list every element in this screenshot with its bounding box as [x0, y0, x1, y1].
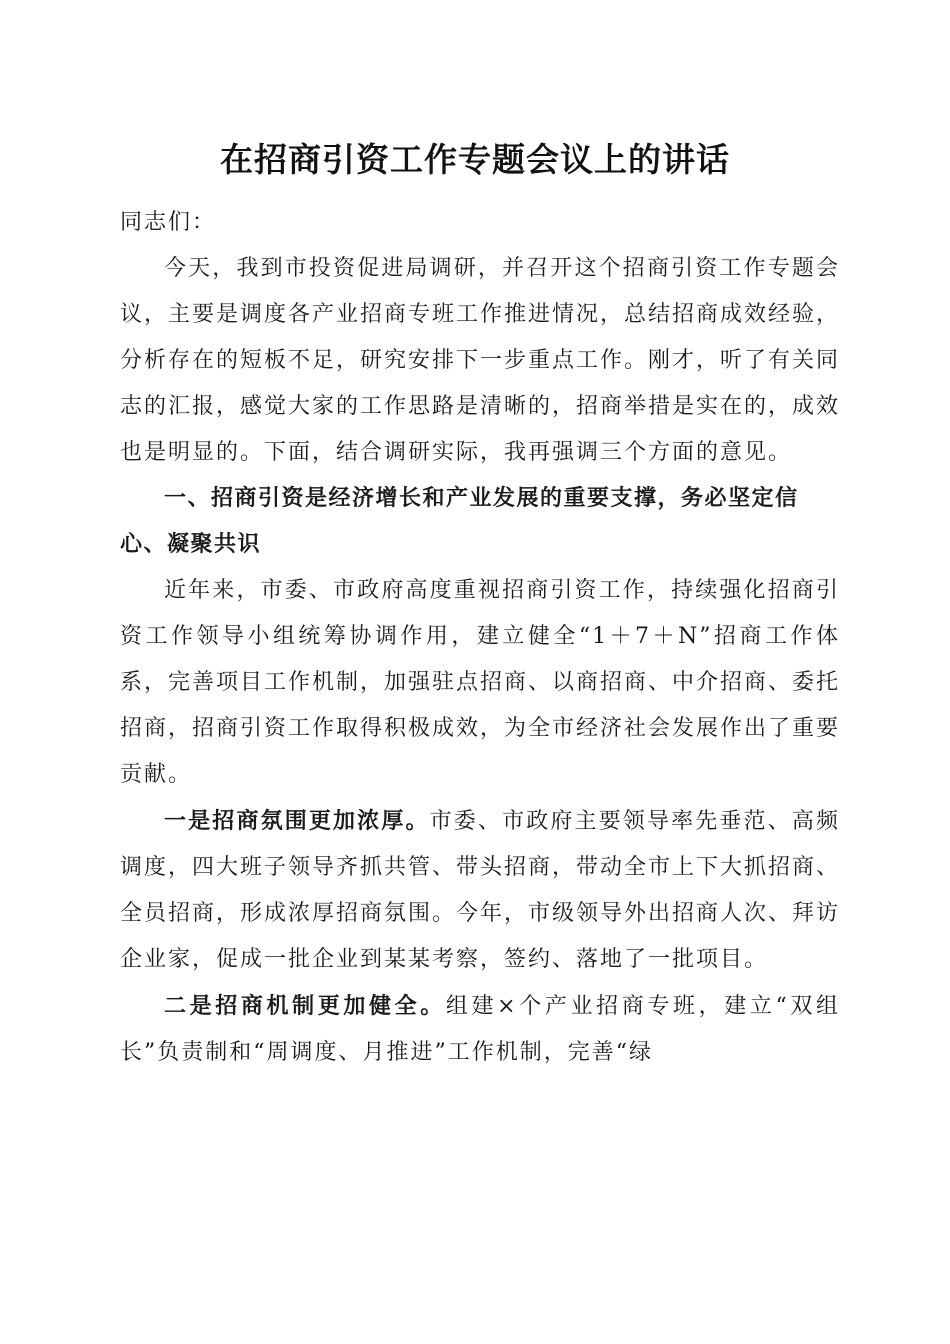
point-1-text: 市委、市政府主要领导率先垂范、高频调度，四大班子领导齐抓共管、带头招商，带动全市上下大抓招商、全员招商，形成浓厚招商氛围。今年，市级领导外出招商人次、拜访企业家，促成一批企业到某某考察，签约、落地了一批项目。 [120, 809, 841, 972]
salutation: 同志们： [120, 210, 217, 235]
section-heading-1: 一、招商引资是经济增长和产业发展的重要支撑，务必坚定信心、凝聚共识 [120, 486, 799, 557]
point-1-lead: 一是招商氛围更加浓厚。 [164, 808, 430, 834]
section-1-paragraph: 近年来，市委、市政府高度重视招商引资工作，持续强化招商引资工作领导小组统筹协调作用，建立健全“1＋7＋N”招商工作体系，完善项目工作机制，加强驻点招商、以商招商、中介招商、委托招商，招商引资工作取得积极成效，为全市经济社会发展作出了重要贡献。 [120, 578, 841, 787]
intro-paragraph: 今天，我到市投资促进局调研，并召开这个招商引资工作专题会议，主要是调度各产业招商专班工作推进情况，总结招商成效经验，分析存在的短板不足，研究安排下一步重点工作。刚才，听了有关同志的汇报，感觉大家的工作思路是清晰的，招商举措是实在的，成效也是明显的。下面，结合调研实际，我再强调三个方面的意见。 [120, 256, 841, 465]
point-2-paragraph [120, 983, 840, 1076]
point-1-paragraph [120, 798, 840, 983]
document-title: 在招商引资工作专题会议上的讲话 [220, 140, 730, 179]
point-2-text: 组建×个产业招商专班，建立“双组长”负责制和“周调度、月推进”工作机制，完善“绿 [120, 994, 840, 1065]
point-2-lead: 二是招商机制更加健全。 [164, 993, 446, 1019]
document-body [120, 200, 840, 1076]
